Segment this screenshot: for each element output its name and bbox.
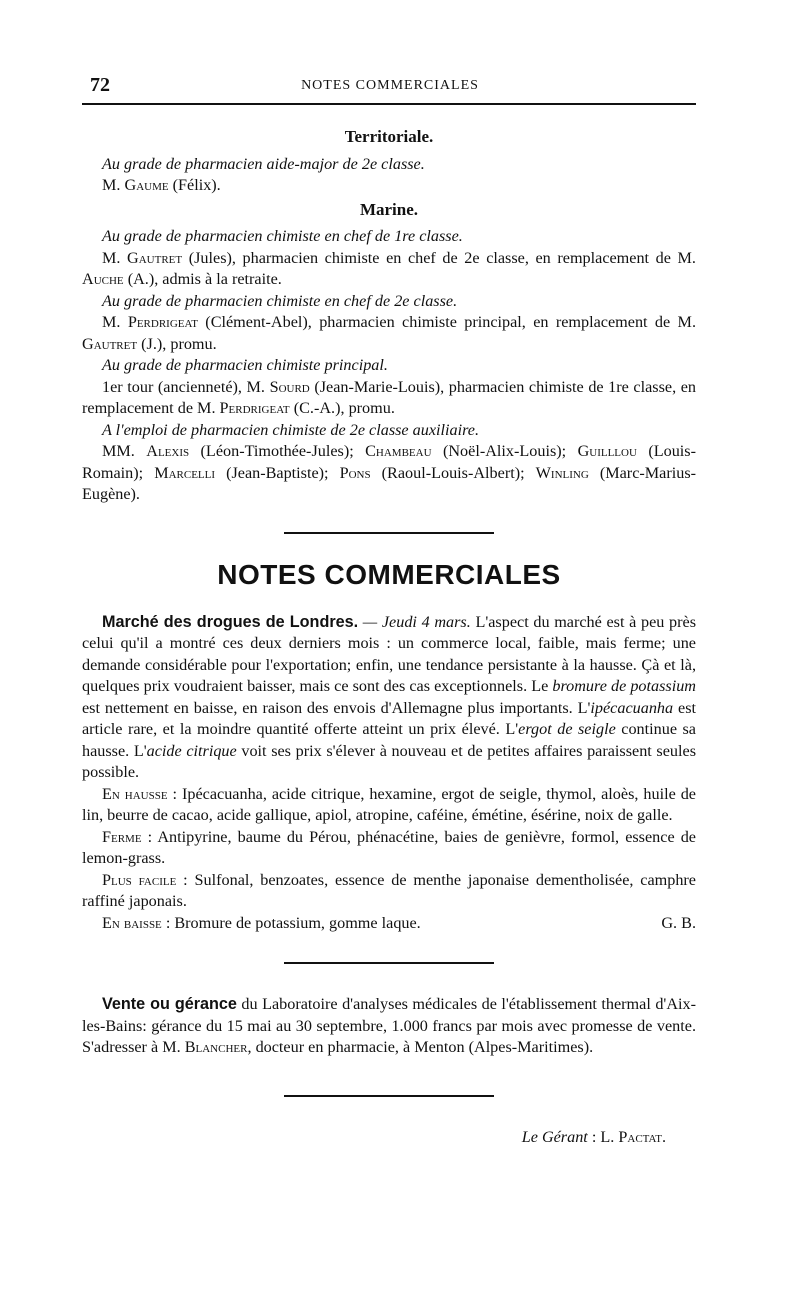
notes-title: NOTES COMMERCIALES [217,558,561,590]
grade-line: Au grade de pharmacien chimiste principal. [102,356,388,374]
gerant-signature: Le Gérant : L. Pactat. [521,1127,666,1146]
appointment-entry: M. Gautret (Jules), pharmacien chimiste en chef de 2e classe, en remplacement de M. Auche (A.), admis à la retraite. [82,248,696,288]
page-number: 72 [90,74,110,96]
price-trend-easier: Plus facile : Sulfonal, benzoates, essence de menthe japonaise dementholisée, camphre raffiné japonais. [82,870,696,910]
page-content [82,126,696,1148]
appointment-entry: MM. Alexis (Léon-Timothée-Jules); Chambeau (Noël-Alix-Louis); Guilllou (Louis-Romain); Marcelli (Jean-Baptiste); Pons (Raoul-Louis-Albert); Winling (Marc-Marius-Eugène). [82,442,697,503]
sale-notice: Vente ou gérance du Laboratoire d'analyses médicales de l'établissement thermal d'Aix-les-Bains: gérance du 15 mai au 30 septembre, 1.000 francs par mois avec promesse de vente. S'adresser à M. Blancher, docteur en pharmacie, à Menton (Alpes-Maritimes). [82,995,697,1056]
page-header [82,74,698,98]
grade-line: Au grade de pharmacien chimiste en chef de 2e classe. [102,291,458,310]
section-heading-marine: Marine. [359,199,419,219]
price-trend-firm: Ferme : Antipyrine, baume du Pérou, phénacétine, baies de genièvre, formol, essence de lemon-grass. [82,827,696,867]
section-divider [284,962,494,964]
header-rule [82,103,696,105]
price-trend-rising: En hausse : Ipécacuanha, acide citrique, hexamine, ergot de seigle, thymol, aloès, huile de lin, beurre de cacao, acide gallique, apiol, atropine, caféine, émétine, ésérine, noix de galle. [82,784,696,824]
grade-line: Au grade de pharmacien chimiste en chef de 1re classe. [102,227,463,245]
section-divider [284,532,494,534]
author-initials: G. B. [661,913,696,932]
appointment-entry: 1er tour (ancienneté), M. Sourd (Jean-Marie-Louis), pharmacien chimiste de 1re classe, en remplacement de M. Perdrigeat (C.-A.), promu. [82,377,696,417]
grade-line: A l'emploi de pharmacien chimiste de 2e classe auxiliaire. [102,420,480,439]
running-head: NOTES COMMERCIALES [301,78,479,93]
grade-line: Au grade de pharmacien aide-major de 2e classe. [102,154,425,173]
section-heading-territoriale: Territoriale. [344,127,434,146]
appointment-entry: M. Perdrigeat (Clément-Abel), pharmacien chimiste principal, en remplacement de M. Gautret (J.), promu. [82,313,696,353]
appointment-entry: M. Gaume (Félix). [102,176,221,194]
section-divider [284,1095,494,1097]
price-trend-falling: En baisse : Bromure de potassium, gomme laque. G. B. [82,913,696,935]
market-report: Marché des drogues de Londres. — Jeudi 4 mars. L'aspect du marché est à peu près celui qu'il a montré ces deux derniers mois : un commerce local, faible, mais ferme; une demande considérable pour l'exportation; enfin, une tendance persistante à la hausse. Çà et là, quelques prix voudraient baisser, mais ce sont des cas exceptionnels. Le bromure de potassium est nettement en baisse, en raison des envois d'Allemagne plus importants. L'ipécacuanha est article rare, et la moindre quantité offerte atteint un prix élevé. L'ergot de seigle continue sa hausse. L'acide citrique voit ses prix s'élever à nouveau et de petites affaires paraissent seules possible. [82,612,697,781]
